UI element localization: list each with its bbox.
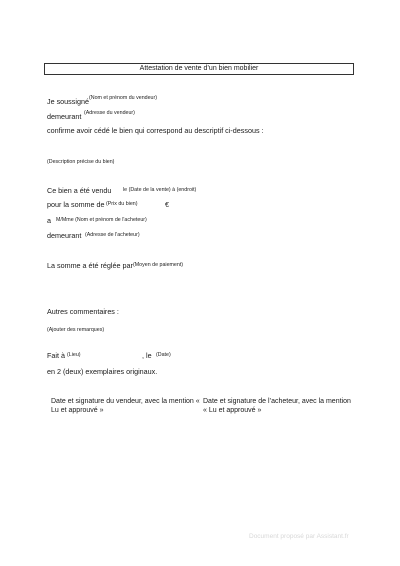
- price-label: pour la somme de: [47, 200, 105, 209]
- seller-signature-label: Date et signature du vendeur, avec la mention « Lu et approuvé »: [51, 398, 200, 414]
- buyer-name-field[interactable]: M/Mme (Nom et prénom de l'acheteur): [56, 217, 147, 223]
- seller-name-field[interactable]: (Nom et prénom du vendeur): [89, 95, 158, 101]
- comments-field[interactable]: (Ajouter des remarques): [47, 327, 105, 333]
- made-at-label: Fait à: [47, 351, 65, 360]
- buyer-to-label: a: [47, 216, 51, 225]
- confirm-text: confirme avoir cédé le bien qui correspond au descriptif ci-dessous :: [47, 126, 264, 135]
- comments-label: Autres commentaires :: [47, 307, 119, 316]
- seller-address-field[interactable]: (Adresse du vendeur): [84, 110, 135, 116]
- seller-address-label: demeurant: [47, 112, 82, 121]
- payment-method-field[interactable]: (Moyen de paiement): [133, 262, 184, 268]
- document-title: Attestation de vente d’un bien mobilier: [44, 63, 354, 75]
- made-at-place-field[interactable]: (Lieu): [67, 352, 81, 358]
- seller-label: Je soussigné: [47, 97, 89, 106]
- copies-text: en 2 (deux) exemplaires originaux.: [47, 367, 158, 376]
- made-on-date-field[interactable]: (Date): [156, 352, 171, 358]
- sold-label: Ce bien a été vendu: [47, 186, 112, 195]
- buyer-signature-label: Date et signature de l’acheteur, avec la mention « Lu et approuvé »: [203, 398, 351, 414]
- buyer-address-label: demeurant: [47, 231, 82, 240]
- description-field[interactable]: (Description précise du bien): [47, 159, 115, 165]
- currency-symbol: €: [165, 200, 169, 209]
- sale-date-place-field[interactable]: le (Date de la vente) à (endroit): [123, 187, 197, 193]
- footer-credit: Document proposé par Assistant.fr: [249, 533, 349, 540]
- payment-label: La somme a été réglée par: [47, 261, 133, 270]
- made-on-label: , le: [142, 351, 152, 360]
- buyer-address-field[interactable]: (Adresse de l'acheteur): [85, 232, 140, 238]
- price-field[interactable]: (Prix du bien): [106, 201, 138, 207]
